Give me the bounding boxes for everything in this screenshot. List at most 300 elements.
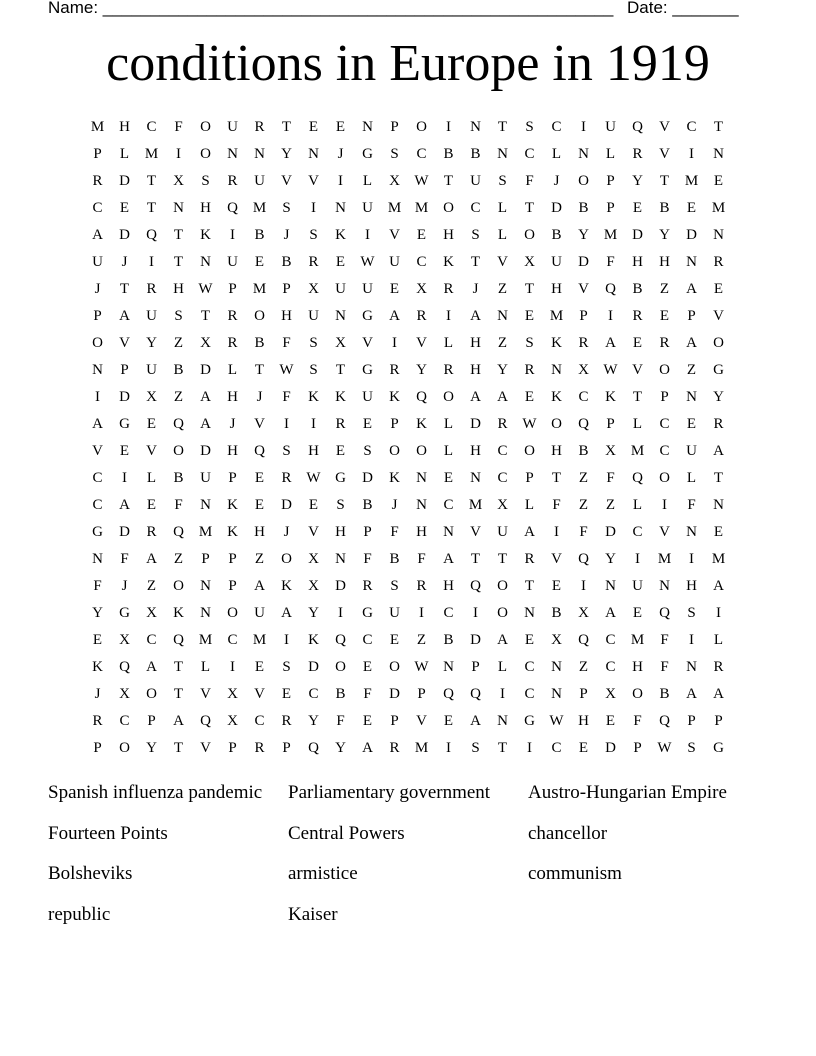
grid-letter[interactable]: A [92,416,103,432]
grid-letter[interactable]: P [201,551,210,567]
grid-letter[interactable]: N [686,389,697,405]
grid-letter[interactable]: W [360,254,375,270]
grid-letter[interactable]: A [605,335,616,351]
grid-letter[interactable]: Y [659,227,670,243]
grid-letter[interactable]: N [659,578,670,594]
grid-letter[interactable]: T [497,551,508,567]
grid-letter[interactable]: D [389,686,400,702]
grid-letter[interactable]: N [416,470,427,486]
grid-letter[interactable]: V [416,713,427,729]
grid-letter[interactable]: R [227,335,238,351]
grid-letter[interactable]: E [308,497,319,513]
grid-letter[interactable]: T [173,254,184,270]
grid-letter[interactable]: Q [173,524,184,540]
grid-letter[interactable]: Z [173,551,184,567]
grid-letter[interactable]: M [630,443,645,459]
grid-letter[interactable]: C [416,146,427,162]
grid-letter[interactable]: Z [686,362,697,378]
grid-letter[interactable]: P [606,416,615,432]
grid-letter[interactable]: Z [578,497,589,513]
grid-letter[interactable]: B [659,686,670,702]
grid-letter[interactable]: Q [416,389,427,405]
grid-letter[interactable]: D [578,254,589,270]
grid-letter[interactable]: X [524,254,535,270]
grid-letter[interactable]: J [283,524,290,540]
grid-letter[interactable]: A [686,686,697,702]
grid-letter[interactable]: A [497,389,508,405]
grid-letter[interactable]: E [443,470,454,486]
grid-letter[interactable]: T [119,281,130,297]
grid-letter[interactable]: F [579,524,588,540]
grid-letter[interactable]: O [659,362,670,378]
grid-letter[interactable]: R [713,659,724,675]
grid-letter[interactable]: N [200,254,211,270]
grid-letter[interactable]: R [497,416,508,432]
grid-letter[interactable]: F [174,497,183,513]
grid-letter[interactable]: E [659,308,670,324]
grid-letter[interactable]: E [146,416,157,432]
grid-letter[interactable]: S [309,227,318,243]
grid-letter[interactable]: I [662,497,667,513]
grid-letter[interactable]: Q [470,686,481,702]
grid-letter[interactable]: V [632,362,643,378]
grid-letter[interactable]: O [443,389,454,405]
grid-letter[interactable]: R [254,740,265,756]
grid-letter[interactable]: Z [416,632,427,648]
grid-letter[interactable]: V [362,335,373,351]
grid-letter[interactable]: K [227,497,238,513]
grid-letter[interactable]: D [119,389,130,405]
grid-letter[interactable]: E [335,254,346,270]
grid-letter[interactable]: D [335,578,346,594]
grid-letter[interactable]: P [687,308,696,324]
grid-letter[interactable]: O [119,740,130,756]
grid-letter[interactable]: B [173,470,184,486]
grid-letter[interactable]: V [92,443,103,459]
grid-letter[interactable]: A [713,578,724,594]
grid-letter[interactable]: H [686,578,697,594]
grid-letter[interactable]: W [198,281,213,297]
grid-letter[interactable]: O [227,605,238,621]
grid-letter[interactable]: Q [173,416,184,432]
grid-letter[interactable]: E [551,578,562,594]
grid-letter[interactable]: I [689,632,694,648]
grid-letter[interactable]: C [92,200,103,216]
grid-letter[interactable]: X [578,362,589,378]
grid-letter[interactable]: O [416,119,427,135]
grid-letter[interactable]: B [281,254,292,270]
grid-letter[interactable]: J [121,578,128,594]
grid-letter[interactable]: O [92,335,103,351]
grid-letter[interactable]: H [443,227,454,243]
grid-letter[interactable]: O [551,416,562,432]
grid-letter[interactable]: S [363,443,372,459]
grid-letter[interactable]: D [308,659,319,675]
grid-letter[interactable]: M [468,497,483,513]
grid-letter[interactable]: E [632,200,643,216]
grid-letter[interactable]: E [632,335,643,351]
grid-letter[interactable]: C [605,632,616,648]
grid-letter[interactable]: N [713,146,724,162]
grid-letter[interactable]: Z [578,470,589,486]
grid-letter[interactable]: Z [497,335,508,351]
grid-letter[interactable]: L [632,497,643,513]
grid-letter[interactable]: W [549,713,564,729]
grid-letter[interactable]: I [122,470,127,486]
grid-letter[interactable]: D [470,416,481,432]
grid-letter[interactable]: S [525,119,534,135]
grid-letter[interactable]: A [524,524,535,540]
grid-letter[interactable]: B [470,146,481,162]
grid-letter[interactable]: O [200,146,211,162]
grid-letter[interactable]: T [632,389,643,405]
grid-letter[interactable]: L [362,173,373,189]
grid-letter[interactable]: X [605,443,616,459]
grid-letter[interactable]: E [713,173,724,189]
grid-letter[interactable]: I [446,308,451,324]
grid-letter[interactable]: D [119,227,130,243]
grid-letter[interactable]: N [551,659,562,675]
grid-letter[interactable]: W [603,362,618,378]
grid-letter[interactable]: U [254,173,265,189]
grid-letter[interactable]: N [335,551,346,567]
grid-letter[interactable]: N [443,524,454,540]
grid-letter[interactable]: M [252,632,267,648]
grid-letter[interactable]: B [632,281,643,297]
grid-letter[interactable]: R [92,713,103,729]
grid-letter[interactable]: K [335,227,346,243]
grid-letter[interactable]: H [200,200,211,216]
grid-letter[interactable]: F [525,173,534,189]
grid-letter[interactable]: A [470,308,481,324]
grid-letter[interactable]: E [335,443,346,459]
grid-letter[interactable]: R [443,362,454,378]
grid-letter[interactable]: O [443,200,454,216]
grid-letter[interactable]: N [443,659,454,675]
grid-letter[interactable]: T [524,200,535,216]
grid-letter[interactable]: V [146,443,157,459]
grid-letter[interactable]: V [659,524,670,540]
grid-letter[interactable]: P [228,740,237,756]
grid-letter[interactable]: C [227,632,238,648]
grid-letter[interactable]: A [389,308,400,324]
grid-letter[interactable]: E [119,200,130,216]
grid-letter[interactable]: H [173,281,184,297]
grid-letter[interactable]: L [686,470,697,486]
grid-letter[interactable]: R [362,578,373,594]
grid-letter[interactable]: Z [497,281,508,297]
grid-letter[interactable]: N [713,497,724,513]
grid-letter[interactable]: E [524,632,535,648]
grid-letter[interactable]: N [362,119,373,135]
grid-letter[interactable]: N [200,578,211,594]
grid-letter[interactable]: C [551,119,562,135]
grid-letter[interactable]: T [443,173,454,189]
grid-letter[interactable]: X [551,632,562,648]
grid-letter[interactable]: N [497,308,508,324]
grid-letter[interactable]: B [578,443,589,459]
grid-letter[interactable]: X [605,686,616,702]
grid-letter[interactable]: J [283,227,290,243]
grid-letter[interactable]: L [497,227,508,243]
grid-letter[interactable]: C [308,686,319,702]
grid-letter[interactable]: T [497,740,508,756]
grid-letter[interactable]: A [92,227,103,243]
grid-letter[interactable]: O [524,443,535,459]
grid-letter[interactable]: E [686,200,697,216]
grid-letter[interactable]: U [632,578,643,594]
grid-letter[interactable]: X [119,632,130,648]
grid-letter[interactable]: R [659,335,670,351]
grid-letter[interactable]: Z [173,389,184,405]
grid-letter[interactable]: I [365,227,370,243]
grid-letter[interactable]: G [119,605,130,621]
grid-letter[interactable]: N [335,200,346,216]
grid-letter[interactable]: C [659,416,670,432]
grid-letter[interactable]: T [524,281,535,297]
grid-letter[interactable]: R [443,281,454,297]
grid-letter[interactable]: T [497,119,508,135]
grid-letter[interactable]: R [146,281,157,297]
grid-letter[interactable]: D [200,443,211,459]
grid-letter[interactable]: R [713,416,724,432]
grid-letter[interactable]: R [524,362,535,378]
grid-letter[interactable]: H [227,389,238,405]
grid-letter[interactable]: G [362,362,373,378]
grid-letter[interactable]: J [472,281,479,297]
grid-letter[interactable]: X [389,173,400,189]
grid-letter[interactable]: U [92,254,103,270]
grid-letter[interactable]: G [335,470,346,486]
grid-letter[interactable]: X [227,713,238,729]
grid-letter[interactable]: Q [578,416,589,432]
grid-letter[interactable]: U [362,281,373,297]
grid-letter[interactable]: H [551,281,562,297]
grid-letter[interactable]: K [389,470,400,486]
grid-letter[interactable]: P [147,713,156,729]
grid-letter[interactable]: A [443,551,454,567]
grid-letter[interactable]: D [632,227,643,243]
grid-letter[interactable]: N [173,200,184,216]
grid-letter[interactable]: Q [605,281,616,297]
grid-letter[interactable]: Y [92,605,103,621]
grid-letter[interactable]: O [254,308,265,324]
grid-letter[interactable]: T [470,551,481,567]
grid-letter[interactable]: C [551,740,562,756]
grid-letter[interactable]: N [227,146,238,162]
grid-letter[interactable]: A [254,578,265,594]
grid-letter[interactable]: L [713,632,724,648]
grid-letter[interactable]: B [254,335,265,351]
grid-letter[interactable]: V [281,173,292,189]
grid-letter[interactable]: E [362,416,373,432]
grid-letter[interactable]: F [660,632,669,648]
grid-letter[interactable]: A [497,632,508,648]
grid-letter[interactable]: D [605,740,616,756]
grid-letter[interactable]: N [497,713,508,729]
grid-letter[interactable]: G [119,416,130,432]
grid-letter[interactable]: B [362,497,373,513]
grid-letter[interactable]: L [605,146,616,162]
grid-letter[interactable]: O [200,119,211,135]
grid-letter[interactable]: N [713,227,724,243]
grid-letter[interactable]: U [497,524,508,540]
grid-letter[interactable]: L [146,470,157,486]
grid-letter[interactable]: L [443,443,454,459]
grid-letter[interactable]: H [632,254,643,270]
grid-letter[interactable]: F [687,497,696,513]
grid-letter[interactable]: S [471,740,480,756]
grid-letter[interactable]: K [227,524,238,540]
grid-letter[interactable]: Y [146,740,157,756]
grid-letter[interactable]: X [416,281,427,297]
grid-letter[interactable]: O [524,227,535,243]
grid-letter[interactable]: N [605,578,616,594]
grid-letter[interactable]: R [227,308,238,324]
grid-letter[interactable]: P [606,200,615,216]
grid-letter[interactable]: Y [308,605,319,621]
grid-letter[interactable]: E [254,659,265,675]
grid-letter[interactable]: M [198,632,213,648]
grid-letter[interactable]: D [200,362,211,378]
grid-letter[interactable]: D [551,200,562,216]
grid-letter[interactable]: Y [497,362,508,378]
grid-letter[interactable]: R [632,146,643,162]
grid-letter[interactable]: A [173,713,184,729]
grid-letter[interactable]: E [416,227,427,243]
grid-letter[interactable]: S [390,146,399,162]
grid-letter[interactable]: I [95,389,100,405]
grid-letter[interactable]: Y [416,362,427,378]
grid-letter[interactable]: C [497,443,508,459]
grid-letter[interactable]: T [335,362,346,378]
grid-letter[interactable]: Y [713,389,724,405]
grid-letter[interactable]: A [686,281,697,297]
grid-letter[interactable]: A [200,389,211,405]
grid-letter[interactable]: X [497,497,508,513]
grid-letter[interactable]: Z [605,497,616,513]
grid-letter[interactable]: H [632,659,643,675]
grid-letter[interactable]: S [687,605,696,621]
grid-letter[interactable]: F [606,254,615,270]
grid-letter[interactable]: P [228,281,237,297]
grid-letter[interactable]: N [470,470,481,486]
grid-letter[interactable]: Q [335,632,346,648]
grid-letter[interactable]: B [551,227,562,243]
grid-letter[interactable]: T [173,227,184,243]
grid-letter[interactable]: B [335,686,346,702]
grid-letter[interactable]: P [687,713,696,729]
grid-letter[interactable]: E [605,713,616,729]
grid-letter[interactable]: F [363,686,372,702]
grid-letter[interactable]: L [443,335,454,351]
grid-letter[interactable]: O [659,470,670,486]
grid-letter[interactable]: N [200,497,211,513]
grid-letter[interactable]: Y [146,335,157,351]
grid-letter[interactable]: D [686,227,697,243]
grid-letter[interactable]: F [174,119,183,135]
grid-letter[interactable]: M [414,740,429,756]
grid-letter[interactable]: S [336,497,345,513]
grid-letter[interactable]: G [362,605,373,621]
grid-letter[interactable]: E [389,281,400,297]
grid-letter[interactable]: I [338,173,343,189]
grid-letter[interactable]: R [524,551,535,567]
grid-letter[interactable]: U [389,254,400,270]
grid-letter[interactable]: X [308,281,319,297]
grid-letter[interactable]: M [387,200,402,216]
grid-letter[interactable]: T [713,119,724,135]
grid-letter[interactable]: A [200,416,211,432]
grid-letter[interactable]: I [689,146,694,162]
grid-letter[interactable]: H [470,335,481,351]
grid-letter[interactable]: E [713,524,724,540]
grid-letter[interactable]: X [200,335,211,351]
grid-letter[interactable]: B [389,551,400,567]
grid-letter[interactable]: B [173,362,184,378]
grid-letter[interactable]: I [554,524,559,540]
grid-letter[interactable]: M [603,227,618,243]
grid-letter[interactable]: V [308,173,319,189]
grid-letter[interactable]: C [470,200,481,216]
grid-letter[interactable]: R [389,740,400,756]
grid-letter[interactable]: O [173,578,184,594]
grid-letter[interactable]: R [416,308,427,324]
grid-letter[interactable]: X [119,686,130,702]
grid-letter[interactable]: I [338,605,343,621]
grid-letter[interactable]: V [416,335,427,351]
grid-letter[interactable]: M [252,200,267,216]
grid-letter[interactable]: S [390,578,399,594]
grid-letter[interactable]: U [200,470,211,486]
grid-letter[interactable]: M [549,308,564,324]
grid-letter[interactable]: E [254,254,265,270]
grid-letter[interactable]: S [282,659,291,675]
grid-letter[interactable]: I [311,200,316,216]
grid-letter[interactable]: R [227,173,238,189]
grid-letter[interactable]: P [228,551,237,567]
grid-letter[interactable]: H [119,119,130,135]
grid-letter[interactable]: R [281,713,292,729]
grid-letter[interactable]: P [120,362,129,378]
grid-letter[interactable]: U [227,254,238,270]
grid-letter[interactable]: Q [443,686,454,702]
grid-letter[interactable]: G [362,146,373,162]
grid-letter[interactable]: H [227,443,238,459]
grid-letter[interactable]: U [389,605,400,621]
grid-letter[interactable]: B [551,605,562,621]
grid-letter[interactable]: A [362,740,373,756]
grid-letter[interactable]: E [524,308,535,324]
grid-letter[interactable]: B [578,200,589,216]
grid-letter[interactable]: Q [632,119,643,135]
grid-letter[interactable]: X [227,686,238,702]
grid-letter[interactable]: P [606,173,615,189]
grid-letter[interactable]: A [146,551,157,567]
grid-letter[interactable]: P [282,740,291,756]
grid-letter[interactable]: W [414,659,429,675]
grid-letter[interactable]: I [284,416,289,432]
grid-letter[interactable]: I [581,119,586,135]
grid-letter[interactable]: E [713,281,724,297]
grid-letter[interactable]: N [335,308,346,324]
grid-letter[interactable]: J [337,146,344,162]
grid-letter[interactable]: P [228,578,237,594]
grid-letter[interactable]: Z [578,659,589,675]
grid-letter[interactable]: D [605,524,616,540]
grid-letter[interactable]: E [578,740,589,756]
grid-letter[interactable]: R [92,173,103,189]
